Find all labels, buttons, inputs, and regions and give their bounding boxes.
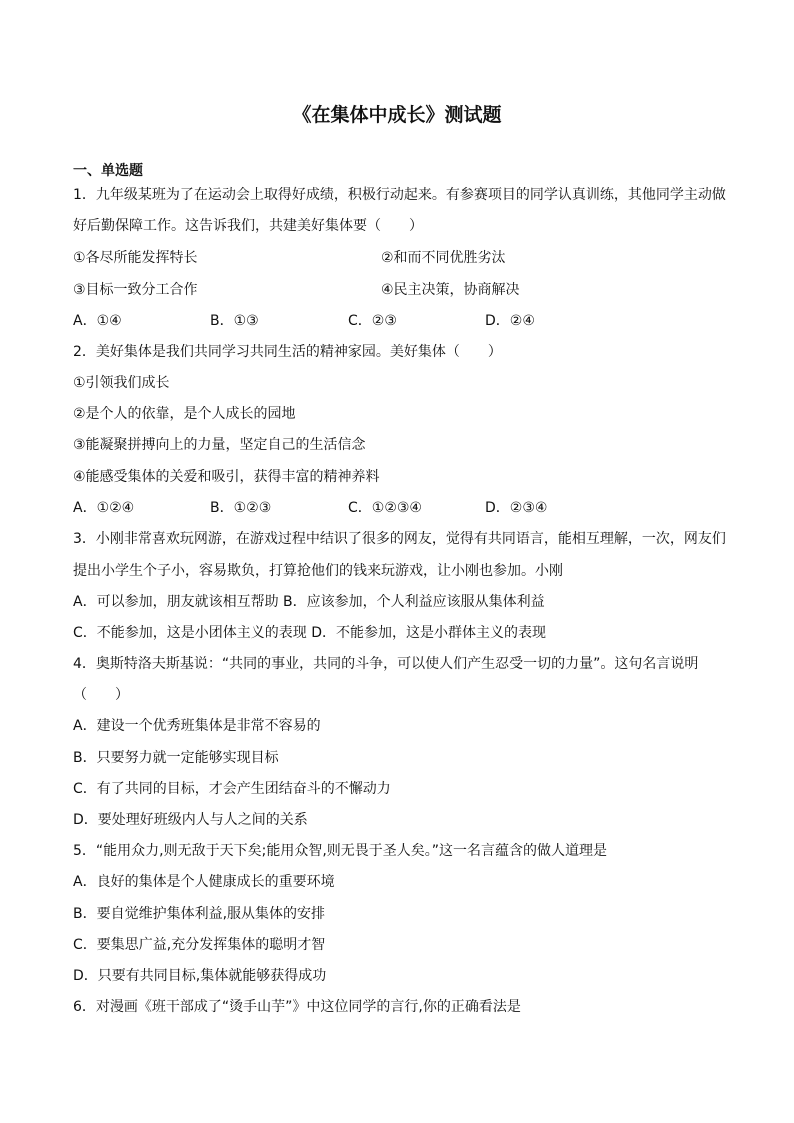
- question-1-option-c: C．②③: [348, 313, 397, 329]
- question-2-item-4: ④能感受集体的关爱和吸引，获得丰富的精神养料: [73, 469, 380, 485]
- question-3-text: 3．小刚非常喜欢玩网游，在游戏过程中结识了很多的网友，觉得有共同语言，能相互理解，一次，网友们: [73, 531, 726, 547]
- question-2-option-a: A．①②④: [73, 500, 135, 516]
- question-2-option-b: B．①②③: [210, 500, 272, 516]
- question-2-option-d: D．②③④: [485, 500, 548, 516]
- question-5-option-c: C．要集思广益,充分发挥集体的聪明才智: [73, 937, 326, 953]
- question-2-item-2: ②是个人的依靠，是个人成长的园地: [73, 406, 296, 422]
- question-1-item-4: ④民主决策，协商解决: [381, 282, 520, 298]
- question-5-text: 5．“能用众力,则无敌于天下矣;能用众智,则无畏于圣人矣。”这一名言蕴含的做人道理是: [73, 843, 608, 859]
- question-4-text: 4．奥斯特洛夫斯基说：“共同的事业，共同的斗争，可以使人们产生忍受一切的力量”。这句名言说明: [73, 656, 699, 672]
- question-1-text: 1．九年级某班为了在运动会上取得好成绩，积极行动起来。有参赛项目的同学认真训练，其他同学主动做: [73, 187, 726, 203]
- question-5-option-b: B．要自觉维护集体利益,服从集体的安排: [73, 906, 326, 922]
- page-title: 《在集体中成长》测试题: [292, 104, 502, 126]
- question-1-text-cont: 好后勤保障工作。这告诉我们，共建美好集体要（ ）: [73, 218, 423, 234]
- question-2-item-3: ③能凝聚拼搏向上的力量，坚定自己的生活信念: [73, 437, 366, 453]
- question-1-item-3: ③目标一致分工合作: [73, 282, 198, 298]
- question-4-text-cont: （ ）: [73, 687, 129, 703]
- question-1-option-b: B．①③: [210, 313, 259, 329]
- question-3-text-cont: 提出小学生个子小，容易欺负，打算抢他们的钱来玩游戏，让小刚也参加。小刚: [73, 563, 563, 579]
- question-5-option-a: A．良好的集体是个人健康成长的重要环境: [73, 874, 335, 890]
- question-2-option-c: C．①②③④: [348, 500, 422, 516]
- question-3-options-cd: C．不能参加，这是小团体主义的表现 D．不能参加，这是小群体主义的表现: [73, 625, 547, 641]
- question-6-text: 6．对漫画《班干部成了“烫手山芋”》中这位同学的言行,你的正确看法是: [73, 999, 521, 1015]
- question-1-option-d: D．②④: [485, 313, 535, 329]
- question-5-option-d: D．只要有共同目标,集体就能够获得成功: [73, 968, 327, 984]
- question-2-text: 2．美好集体是我们共同学习共同生活的精神家园。美好集体（ ）: [73, 344, 502, 360]
- question-1-option-a: A．①④: [73, 313, 122, 329]
- question-4-option-b: B．只要努力就一定能够实现目标: [73, 750, 279, 766]
- question-4-option-c: C．有了共同的目标，才会产生团结奋斗的不懈动力: [73, 781, 391, 797]
- section-heading: 一、单选题: [73, 163, 143, 179]
- question-1-item-1: ①各尽所能发挥特长: [73, 250, 198, 266]
- question-4-option-d: D．要处理好班级内人与人之间的关系: [73, 812, 308, 828]
- question-2-item-1: ①引领我们成长: [73, 375, 170, 391]
- question-3-options-ab: A．可以参加，朋友就该相互帮助 B．应该参加，个人利益应该服从集体利益: [73, 594, 545, 610]
- question-1-item-2: ②和而不同优胜劣汰: [381, 250, 506, 266]
- question-4-option-a: A．建设一个优秀班集体是非常不容易的: [73, 718, 321, 734]
